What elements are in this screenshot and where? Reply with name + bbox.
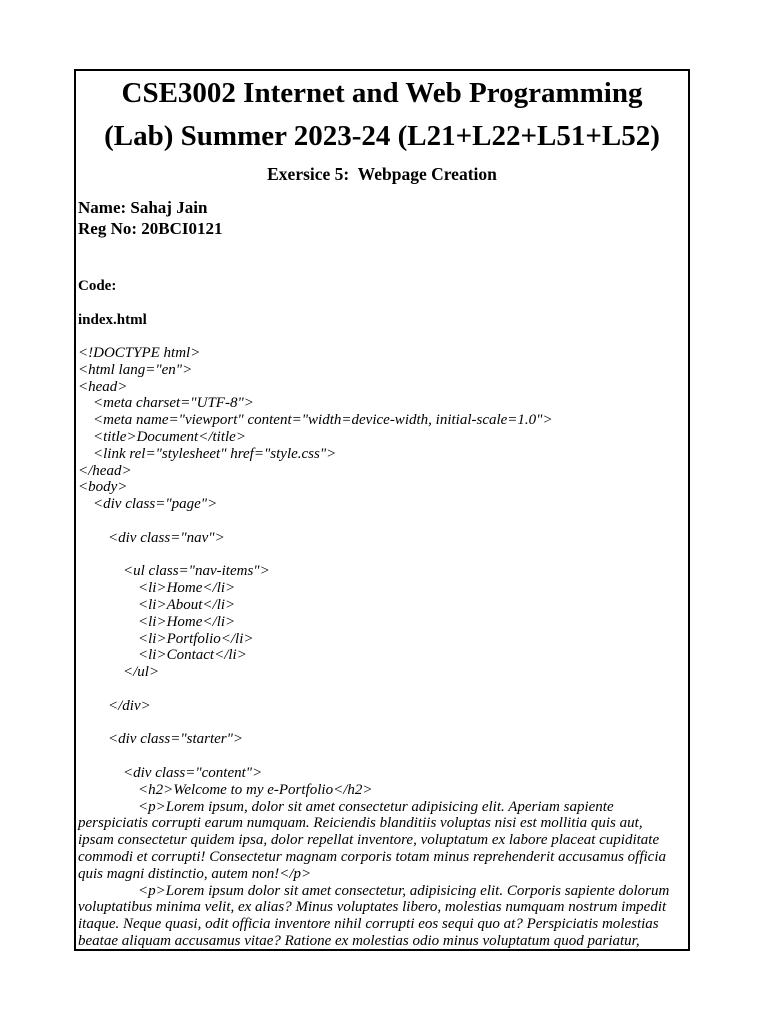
code-line: <p>Lorem ipsum dolor sit amet consectetur, adipisicing elit. Corporis sapiente dolorum (78, 882, 670, 899)
code-line: <div class="nav"> (78, 529, 225, 546)
code-line: </ul> (78, 664, 160, 681)
code-label: Code: (78, 278, 117, 294)
code-line: <head> (78, 378, 128, 395)
exercise-subtitle: Exersice 5: Webpage Creation (267, 164, 497, 184)
code-line: <link rel="stylesheet" href="style.css"> (78, 445, 337, 462)
code-line (78, 681, 688, 698)
code-line: <li>Home</li> (78, 613, 236, 630)
code-line (78, 748, 688, 765)
code-line: <li>Portfolio</li> (78, 630, 254, 647)
code-line: <div class="starter"> (78, 731, 244, 748)
student-name: Name: Sahaj Jain (78, 198, 208, 217)
code-line: perspiciatis corrupti earum numquam. Reiciendis blanditiis voluptas nisi est mollitia quis aut, (78, 815, 643, 832)
code-line: <li>Contact</li> (78, 647, 247, 664)
code-line: <li>About</li> (78, 596, 236, 613)
code-line: <!DOCTYPE html> (78, 345, 201, 361)
code-line: ipsam consectetur quidem ipsa, dolor repellat inventore, voluptatum ex labore placeat cupiditate (78, 832, 660, 849)
code-line: commodi et corrupti! Consectetur magnam corporis totam minus reprehenderit accusamus officia (78, 848, 666, 865)
code-line: <li>Home</li> (78, 580, 236, 597)
code-line: <div class="content"> (78, 764, 263, 781)
code-line (78, 547, 688, 564)
code-line: <div class="page"> (78, 496, 218, 513)
document-frame (74, 69, 690, 951)
code-line: </div> (78, 697, 151, 714)
code-line: <html lang="en"> (78, 361, 193, 378)
code-line: quis magni distinctio, autem non!</p> (78, 865, 312, 882)
code-listing (76, 345, 688, 950)
document-title-line-1: CSE3002 Internet and Web Programming (121, 77, 643, 109)
file-name-label: index.html (78, 312, 147, 328)
code-line: <meta name="viewport" content="width=device-width, initial-scale=1.0"> (78, 412, 553, 429)
code-line: <p>Lorem ipsum, dolor sit amet consectetur adipisicing elit. Aperiam sapiente (78, 798, 614, 815)
code-line: voluptatibus minima velit, ex alias? Minus voluptates libero, molestias numquam nostrum impedit (78, 899, 667, 916)
code-line: itaque. Neque quasi, odit officia inventore nihil corrupti eos sequi quo at? Perspiciatis molestias (78, 916, 659, 933)
registration-number: Reg No: 20BCI0121 (78, 219, 223, 238)
student-info (76, 197, 688, 239)
code-line: beatae aliquam accusamus vitae? Ratione ex molestias odio minus voluptatum quod pariatur, (78, 932, 640, 949)
code-line: <meta charset="UTF-8"> (78, 395, 254, 412)
code-line: <body> (78, 479, 128, 496)
document-title-line-2: (Lab) Summer 2023-24 (L21+L22+L51+L52) (104, 120, 660, 152)
code-line: <h2>Welcome to my e-Portfolio</h2> (78, 781, 373, 798)
code-line (78, 513, 688, 530)
code-line: <title>Document</title> (78, 428, 246, 445)
code-line: <ul class="nav-items"> (78, 563, 270, 580)
code-line (78, 715, 688, 732)
code-line: </head> (78, 462, 132, 479)
